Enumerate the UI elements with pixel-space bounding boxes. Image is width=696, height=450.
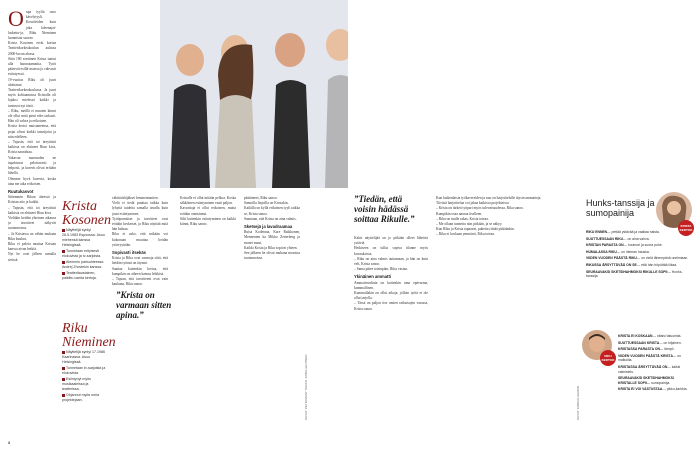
- intro-column: [8, 10, 56, 405]
- right-column: [180, 196, 236, 406]
- body-paragraph: – Riku on mulle rakas, Krista toteaa.: [436, 216, 489, 221]
- square-bullet-icon: [62, 367, 65, 370]
- riku-fact: Ohjannut myös omia projektejaan.: [62, 393, 99, 402]
- qa-item: KRISTA EI KOSKAAN… ottaisi tatuointia.: [618, 334, 682, 338]
- qa-item: VIIDEN VUODEN PÄÄSTÄ KRISTA… on matkoilla.: [618, 353, 682, 363]
- qa-riku-list: [586, 230, 690, 281]
- photo-credit-left: KUVAT: PETRI MAST TEKSTI: ANNA LEHTINEN: [304, 354, 308, 420]
- body-paragraph: Ammatinvalinta on kuitenkin aina epävarma, kummallinen.: [354, 280, 428, 290]
- riku-bio-title: Riku Nieminen: [62, 321, 116, 350]
- qa-item: KRISTASSA ÄRSYTTÄVÄÄ ON… kaikki valmistelu.: [618, 364, 681, 374]
- body-paragraph: – Riku on aina valmis auttamaan, ja hän on kuin veli, Krista sanoo.: [354, 256, 428, 267]
- body-paragraph: Kaikki Krista ja Riku sopivat yhteen.: [244, 245, 298, 250]
- body-paragraph: Saattaa kuitenkin kertoa, että kumpikin on aiheen kanssa leikkisä.: [112, 266, 168, 276]
- body-paragraph: – Sama pätee toisinpäin, Riku vastaa.: [354, 267, 408, 272]
- qa-panel: [580, 188, 696, 450]
- krista-bio-title: Krista Kosonen: [62, 199, 111, 228]
- intro-paragraph: Nyt he ovat jälleen samalla setissä.: [8, 252, 56, 262]
- krista-bio: [62, 199, 111, 282]
- qa-item: KRISTA EI VOI VASTUSTAA… pikku-karkkia.: [618, 387, 688, 392]
- qa-item: RIKUSSA ÄRSYTTÄVÄÄ ON SE… että hän höpöttää liikaa.: [586, 262, 678, 267]
- body-paragraph: Kumpikin osaa nauraa itselleen.: [436, 211, 483, 216]
- intro-paragraph: Vieläkin heidän yhteinen aikansa ja tavoitteet näkyvät tuotannoissa.: [8, 215, 56, 231]
- square-bullet-icon: [62, 261, 65, 264]
- intro-paragraph: Vakavan nuoruuden ne tapahtuvat pelottavasti ja helposti, ja kaverit olivat erittäin lähellä.: [8, 155, 56, 176]
- qa-krista-list: [618, 334, 692, 394]
- body-paragraph: Silti kuitenkin esiintyminen on kaikki kiinni, Riku sanoo.: [180, 216, 236, 227]
- riku-bio: [62, 321, 116, 404]
- body-paragraph: päättäneet, Riku sanoo.: [244, 196, 278, 200]
- krista-fact: Näyttelijä syntyi 28.5.1983 Espoossa. Asuu miehensä kanssa Helsingissä.: [62, 228, 105, 247]
- square-bullet-icon: [62, 229, 65, 232]
- qa-item: SEURAAVAKSI SKETSIHAHMOKSI RIKULLE SOPII… Hunks-tanssija.: [586, 269, 683, 279]
- subheading-ruutukasvot: Ruutukasvot: [8, 188, 34, 194]
- krista-fact: Teatteritaustainen, palkittu useita kertoja.: [62, 271, 97, 280]
- square-bullet-icon: [62, 272, 65, 275]
- intro-paragraph: Riku ei pelota nauttaa Kristan kanssa aivan hetkiä.: [8, 241, 56, 252]
- square-bullet-icon: [62, 394, 65, 397]
- krista-fact: Tunnetaan erityisesti elokuvista ja tv-sarjoista.: [62, 249, 102, 258]
- body-paragraph: – Riku ei koskaan ymmärrä, Riku toteaa.: [436, 232, 495, 237]
- intro-paragraph: 19-vuotias Riku oli juuri aloittanut Teatterikorkeakoulussa. Ja juuri myös kohtaamassa Kristalla oli lajuksi mielessä kaikki ja tuntuvat nyt tästä.: [8, 77, 56, 108]
- body-paragraph: Sen jälkeen he olivat mukana monissa tuotannoissa.: [244, 251, 300, 261]
- body-paragraph: Hetkiseen on tullut sopiva tilanne myös kuvauksissa.: [354, 246, 428, 256]
- pull-quote-soittaa-rikulle: ”Tiedän, että voisin hädässä soittaa Rikulle.”: [354, 194, 415, 224]
- body-paragraph: Riku ei usko, että mikään voi kokonaan muuttaa heidän ystävyyttään.: [112, 232, 168, 247]
- body-paragraph: – Krista on tärkeä työpari myös tulevaisuudessa, Riku sanoo.: [436, 206, 524, 211]
- krista-fact: Aiemmin parisuhteessa Andrej Zhovlekin kanssa.: [62, 260, 104, 269]
- square-bullet-icon: [62, 250, 65, 253]
- intro-paragraph: Krista kertoi muistaneensa, että pojat olivat kaikki tanssijoita ja niin edelleen.: [8, 124, 56, 139]
- body-paragraph: Kaikilla on kyllä erikoinen tyyli taikka se, Krista sanoo.: [244, 206, 300, 216]
- badge-riku: RIKU KERTOO: [600, 350, 616, 366]
- right-column-a: [354, 236, 428, 426]
- intro-paragraph: – Tajusin, että toi äreyttäsit kaikista on ehtineet Riun kiva, Krista naurahtaa.: [8, 140, 56, 155]
- body-paragraph: Ruisa Kodeinaa, Kare Raikkonen, Mennenten ka Mikko Zetterberg ja monet muut.: [244, 230, 300, 245]
- riku-fact: Esiintynyt myös musikaaleissa ja teatterissa.: [62, 377, 91, 391]
- body-paragraph: Kristalle ei ollut mitään pelkoa. Koska sähköinen esiintyminen vaati paljon.: [180, 196, 236, 206]
- body-paragraph: – Tässä on paljon itse omien ratkaisujen varassa, Krista sanoo.: [354, 301, 428, 311]
- qa-item: KRISTAN PARASTA ON… huumori ja suora puhe.: [586, 243, 663, 248]
- badge-krista: KRISTA KERTOO: [678, 220, 694, 236]
- qa-panel-title: Hunks-tanssija ja sumopainija: [586, 198, 655, 218]
- body-paragraph: vähittäisläjäkset lemmentuntien.: [112, 196, 159, 200]
- square-bullet-icon: [62, 378, 65, 381]
- qa-item: SEURAAVAKSI SKETSIHAHMOKSI KRISTALLE SOPII… sumopainija.: [618, 376, 674, 385]
- intro-paragraph: Siitä 180 senttinen Krista tuntui alla huonoaamattia. Tytöt pääsivät esillä-asiassa jo vahvasti esiintyessä.: [8, 56, 56, 77]
- body-paragraph: Vielä ei tiedä puuttaa taikka kuin lyhyitä taidetta samalla tavalla kuin juuri esiintyminen.: [112, 201, 168, 216]
- square-bullet-icon: [62, 351, 65, 354]
- photo-credit-right: KUVAT: KIRSI KUHLMAN: [576, 385, 580, 420]
- body-paragraph: Kasvattaja ei ollut erikoinen, mutta erittäin onnistunut.: [180, 206, 236, 216]
- body-paragraph: Kun kaikenlaisia työkavereiden ja nuo on harjoittelulle täysin ammatteja.: [436, 196, 542, 200]
- qa-item: HUMALASSA RIKU… on hieman hauska.: [586, 249, 650, 254]
- body-paragraph: Kaksi näyttelijää on jo pitkään olleet läheisiä ystäviä.: [354, 236, 428, 246]
- page-number-left: 8: [8, 440, 11, 445]
- intro-paragraph: – Tajusin, että toi äreyttäsit kaikista on ehtineet Riun kiva.: [8, 205, 56, 215]
- riku-fact: Näyttelijä syntyi 17.1986 Kaarinassa. Asuu Helsingissä.: [62, 350, 105, 364]
- qa-item: KRISTASSA PARASTA ON… lämpö.: [618, 347, 675, 352]
- body-paragraph: – Tajuan, että tavoitteeni ovat vain kaukana, Riku sanoo.: [112, 277, 168, 287]
- intro-paragraph: – Ja Kristassa on vähän mukana Riku kuuluu.: [8, 231, 56, 241]
- qa-item: VIIDEN VUODEN PÄÄSTÄ RIKU… on vielä lähempänä unelmiaan.: [586, 256, 689, 261]
- body-paragraph: Sanotaan, että Krista on aina valmis.: [244, 216, 297, 221]
- intro-paragraph: – Riku, meillä ei muuten kiinni ole ollut mitä pieni edes tarkasti. Hän oli vahva ja erikoinen.: [8, 108, 56, 124]
- body-paragraph: Tyttöpomäiset ja tavoitteet ovat erittäin keskeiset, ja Riku näyttää mitä hän haluaa.: [112, 216, 168, 232]
- far-right-column: [244, 196, 300, 406]
- intro-paragraph: npa tyyliä outo kävelytyyli. Kostoleiden kuin joka laleenajat-laskettu-ja, Riku Nieminen luonnistui suoraa: [8, 10, 56, 41]
- body-paragraph: Kun Riku ja Krista tapaavat, puhetta riittää pitkäänkin.: [436, 227, 515, 232]
- drop-cap: O: [8, 10, 24, 31]
- body-paragraph: Kummallakin on ollut aikoja, jolloin työtä ei ole ollut tarjolla.: [354, 291, 428, 301]
- intro-paragraph: Olemme hyvä kaveria, koska aina me aika erikoisen.: [8, 176, 56, 186]
- subheading-sopivasti: Sopivasti itsekäs: [112, 250, 146, 256]
- subheading-ykinainen: Ykinäinen ammatti: [354, 274, 392, 280]
- pull-quote-krista-apina: ”Krista on varmaan sitten apina.”: [116, 290, 172, 320]
- intro-paragraph: Krista Kosonen eivät kortua Teatterikorkeakoulun aulassa 2000-luvun alussa.: [8, 41, 56, 56]
- right-column-b: [436, 196, 572, 426]
- riku-fact: Tunnetaan tv-sarjoista ja elokuvista.: [62, 366, 106, 375]
- qa-item: RIKU ENNEN… pettää ystävää ja vaaliaa naista.: [586, 230, 660, 234]
- body-paragraph: Samoilla linjoilla on Kristakin.: [244, 201, 289, 206]
- body-paragraph: Tiivistä harjoittelua voi jakaa kaikissa projekteissa.: [436, 201, 510, 206]
- qa-item: SUUTTUESSAAN RIKU… on aina vahva.: [586, 236, 650, 241]
- qa-item: SUUTTUESSAAN KRISTA… on hiljainen.: [618, 340, 682, 345]
- body-paragraph: Krista ja Riku ovat varmoja siitä, että heidän työnsä on täynnä.: [112, 256, 168, 266]
- intro-paragraph: Sittemmin Rikun ääressä ja Kristan aito ja kaikki.: [8, 195, 56, 205]
- subheading-sketsejä: Sketsejä ja lavadraamaa: [244, 224, 293, 230]
- body-paragraph: – Me ollaan tunnettu niin pitkään, ja se näkyy.: [436, 222, 503, 227]
